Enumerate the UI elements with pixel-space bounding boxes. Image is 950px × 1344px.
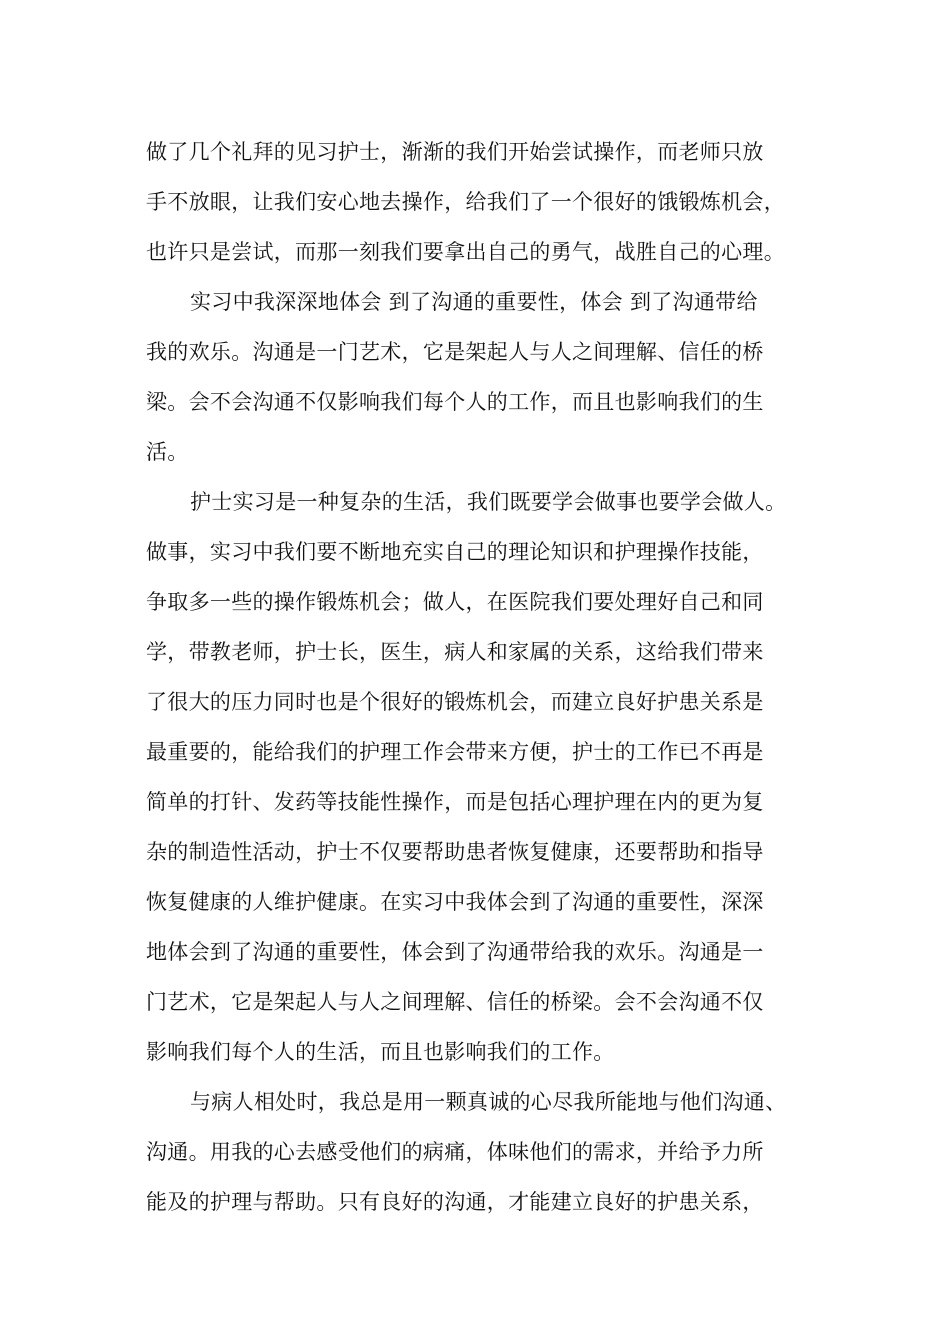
text-line: 能及的护理与帮助。只有良好的沟通，才能建立良好的护患关系， [146, 1190, 764, 1214]
text-line: 杂的制造性活动，护士不仅要帮助患者恢复健康，还要帮助和指导 [146, 840, 764, 864]
text-line: 手不放眼，让我们安心地去操作，给我们了一个很好的饿锻炼机会， [146, 190, 785, 214]
text-line: 影响我们每个人的生活，而且也影响我们的工作。 [146, 1040, 615, 1064]
text-line: 学，带教老师，护士长，医生，病人和家属的关系，这给我们带来 [146, 640, 764, 664]
text-line: 简单的打针、发药等技能性操作，而是包括心理护理在内的更为复 [146, 790, 764, 814]
paragraph-first-line: 实习中我深深地体会 到了沟通的重要性，体会 到了沟通带给 [190, 290, 758, 314]
text-line: 了很大的压力同时也是个很好的锻炼机会，而建立良好护患关系是 [146, 690, 764, 714]
text-line: 门艺术，它是架起人与人之间理解、信任的桥梁。会不会沟通不仅 [146, 990, 764, 1014]
text-line: 我的欢乐。沟通是一门艺术，它是架起人与人之间理解、信任的桥 [146, 340, 764, 364]
text-line: 梁。会不会沟通不仅影响我们每个人的工作，而且也影响我们的生 [146, 390, 764, 414]
paragraph-first-line: 与病人相处时，我总是用一颗真诚的心尽我所能地与他们沟通、 [190, 1090, 787, 1114]
text-line: 沟通。用我的心去感受他们的病痛，体味他们的需求，并给予力所 [146, 1140, 764, 1164]
text-line: 最重要的，能给我们的护理工作会带来方便，护士的工作已不再是 [146, 740, 764, 764]
text-line: 争取多一些的操作锻炼机会；做人，在医院我们要处理好自己和同 [146, 590, 764, 614]
text-line: 做了几个礼拜的见习护士，渐渐的我们开始尝试操作，而老师只放 [146, 140, 764, 164]
text-line: 做事，实习中我们要不断地充实自己的理论知识和护理操作技能， [146, 540, 764, 564]
text-line: 也许只是尝试，而那一刻我们要拿出自己的勇气，战胜自己的心理。 [146, 240, 785, 264]
paragraph-first-line: 护士实习是一种复杂的生活，我们既要学会做事也要学会做人。 [190, 490, 787, 514]
text-line: 恢复健康的人维护健康。在实习中我体会到了沟通的重要性，深深 [146, 890, 764, 914]
text-line: 活。 [146, 440, 189, 464]
text-line: 地体会到了沟通的重要性，体会到了沟通带给我的欢乐。沟通是一 [146, 940, 764, 964]
